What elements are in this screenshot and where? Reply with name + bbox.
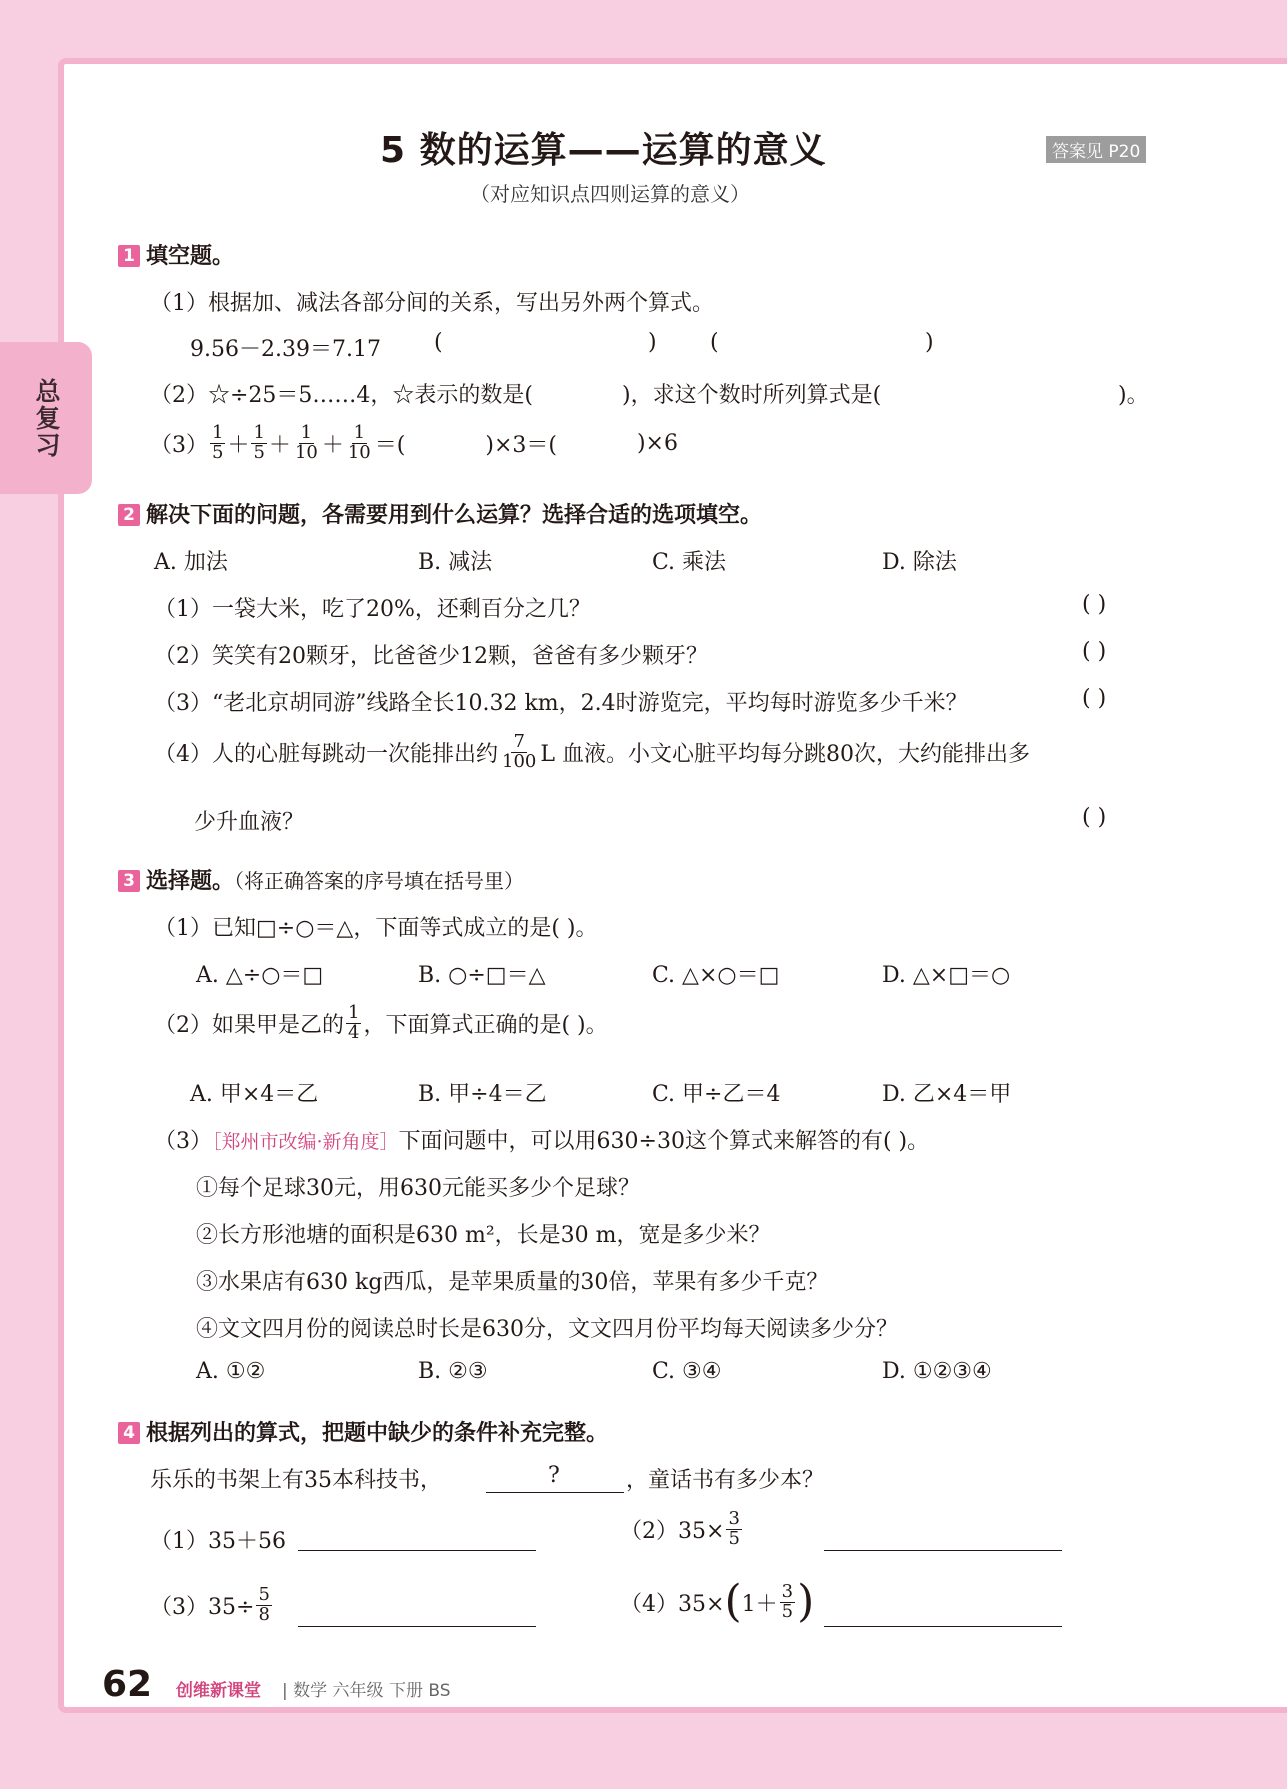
section-3-title: 选择题。	[146, 869, 235, 894]
s2-q4-part1: （4）人的心脏每跳动一次能排出约	[154, 741, 498, 767]
s4-expression-2	[620, 1510, 744, 1549]
s2-option-c: C. 乘法	[652, 550, 727, 575]
s2-q4-answer-paren: ( )	[1082, 805, 1107, 830]
s2-q2: （2）笑笑有20颗牙，比爸爸少12颗，爸爸有多少颗牙？	[154, 644, 708, 669]
s3-q3-item-2: ②长方形池塘的面积是630 m²，长是30 m，宽是多少米？	[196, 1223, 771, 1248]
s1-q3-fraction-3	[293, 424, 320, 463]
s3-q2-option-b: B. 甲÷4＝乙	[418, 1082, 547, 1107]
s4-expression-3	[150, 1586, 274, 1625]
s1-q1-blank2-open: (	[710, 330, 719, 355]
s4-answer-line-1	[298, 1550, 536, 1551]
section-4-number: 4	[118, 1422, 140, 1444]
numerator: 7	[513, 731, 525, 752]
s4-expression-4-inner: 1＋	[741, 1591, 778, 1617]
s2-option-a: A. 加法	[154, 550, 228, 575]
s1-q3-times6: )×6	[636, 430, 678, 456]
s4-stem-part2: ，童话书有多少本？	[626, 1468, 825, 1493]
s4-expression-4-left-paren: (	[724, 1576, 742, 1627]
s3-q1-option-c: C. △×○＝□	[652, 963, 780, 988]
s4-expression-4-right-paren: )	[797, 1576, 815, 1627]
s3-q3	[154, 1124, 929, 1155]
numerator: 3	[781, 1580, 794, 1602]
numerator: 1	[253, 422, 265, 443]
s1-q2-part1: （2）☆÷25＝5……4，☆表示的数是(	[150, 383, 534, 408]
denominator: 5	[253, 441, 265, 463]
s1-q1-blank1-open: (	[434, 330, 443, 355]
plus-sign: ＋	[268, 432, 291, 458]
s2-option-b: B. 减法	[418, 550, 493, 575]
s3-q2-fraction	[346, 1004, 361, 1043]
section-1-heading	[118, 239, 234, 270]
s1-q3-fraction-1	[210, 424, 225, 463]
s1-q3-equals: ＝(	[374, 432, 406, 458]
denominator: 5	[212, 441, 224, 463]
s2-q3: （3）“老北京胡同游”线路全长10.32 km，2.4时游览完，平均每时游览多少千米？	[154, 691, 968, 716]
s3-q1-option-d: D. △×□＝○	[882, 963, 1011, 988]
numerator: 1	[353, 422, 366, 443]
s4-stem-blank-line	[486, 1492, 624, 1493]
s1-q3	[150, 424, 678, 463]
denominator: 5	[781, 1600, 794, 1622]
s4-expression-4-fraction	[780, 1580, 795, 1622]
s3-q2-part2: ，下面算式正确的是( )。	[363, 1012, 608, 1038]
s3-q3-item-1: ①每个足球30元，用630元能买多少个足球？	[196, 1176, 640, 1201]
s4-stem-question-mark: ?	[548, 1463, 560, 1488]
s3-q3-prefix: （3）	[154, 1129, 212, 1154]
section-2-title: 解决下面的问题，各需要用到什么运算？选择合适的选项填空。	[146, 503, 763, 528]
s4-answer-line-2	[824, 1550, 1062, 1551]
s3-q2-part1: （2）如果甲是乙的	[154, 1012, 344, 1038]
denominator: 10	[347, 441, 371, 463]
section-3-note: （将正确答案的序号填在括号里）	[234, 869, 525, 893]
s4-expression-2-fraction	[726, 1510, 741, 1549]
s1-q3-fraction-4	[346, 424, 373, 463]
s3-q3-item-3: ③水果店有630 kg西瓜，是苹果质量的30倍，苹果有多少千克？	[196, 1270, 829, 1295]
s1-q3-prefix: （3）	[150, 432, 208, 458]
answer-reference-badge: 答案见 P20	[1046, 136, 1146, 163]
s4-expression-2-text: （2）35×	[620, 1518, 725, 1544]
s3-q2-option-a: A. 甲×4＝乙	[190, 1082, 319, 1107]
s1-q1-equation: 9.56－2.39＝7.17	[190, 337, 381, 362]
s3-q2-option-c: C. 甲÷乙＝4	[652, 1082, 781, 1107]
section-2-number: 2	[118, 504, 140, 526]
s3-q1-option-a: A. △÷○＝□	[196, 963, 324, 988]
numerator: 1	[212, 422, 224, 443]
page-title: 5 数的运算——运算的意义	[380, 130, 827, 171]
footer-brand: 创维新课堂	[176, 1681, 261, 1701]
s1-q1: （1）根据加、减法各部分间的关系，写出另外两个算式。	[150, 291, 714, 316]
s4-expression-3-text: （3）35÷	[150, 1594, 255, 1620]
denominator: 4	[348, 1021, 360, 1043]
s3-q3-option-c: C. ③④	[652, 1359, 722, 1384]
s4-expression-4	[620, 1576, 815, 1627]
section-3-number: 3	[118, 870, 140, 892]
s4-expression-3-fraction	[256, 1586, 271, 1625]
denominator: 5	[728, 1527, 740, 1549]
page-subtitle: （对应知识点四则运算的意义）	[470, 182, 750, 206]
s2-q3-answer-paren: ( )	[1082, 686, 1107, 711]
s2-q1-answer-paren: ( )	[1082, 592, 1107, 617]
s1-q3-times3: )×3＝(	[485, 432, 557, 458]
s1-q2-part2: )，求这个数时所列算式是(	[622, 383, 882, 408]
plus-sign: ＋	[227, 432, 250, 458]
s2-option-d: D. 除法	[882, 550, 957, 575]
s2-q4-part2: L 血液。小文心脏平均每分跳80次，大约能排出多	[540, 741, 1030, 767]
s3-q2	[154, 1004, 608, 1043]
s3-q3-item-4: ④文文四月份的阅读总时长是630分，文文四月份平均每天阅读多少分？	[196, 1317, 898, 1342]
s3-q1: （1）已知□÷○＝△，下面等式成立的是( )。	[154, 916, 598, 941]
page-number: 62	[102, 1664, 153, 1705]
numerator: 5	[258, 1584, 270, 1605]
plus-sign: ＋	[321, 432, 344, 458]
section-1-number: 1	[118, 245, 140, 267]
s1-q1-blank1-close: )	[648, 330, 657, 355]
s4-expression-4-text: （4）35×	[620, 1591, 725, 1617]
s3-q3-option-b: B. ②③	[418, 1359, 488, 1384]
s3-q3-option-d: D. ①②③④	[882, 1359, 992, 1384]
s4-answer-line-4	[824, 1626, 1062, 1627]
s2-q2-answer-paren: ( )	[1082, 639, 1107, 664]
s2-q4-part3: 少升血液？	[194, 810, 305, 835]
section-4-heading	[118, 1416, 608, 1447]
numerator: 3	[728, 1508, 740, 1529]
denominator: 8	[258, 1603, 270, 1625]
section-4-title: 根据列出的算式，把题中缺少的条件补充完整。	[146, 1421, 609, 1446]
s4-expression-1: （1）35＋56	[150, 1529, 286, 1554]
s3-q3-text: 下面问题中，可以用630÷30这个算式来解答的有( )。	[398, 1129, 930, 1154]
s3-q1-option-b: B. ○÷□＝△	[418, 963, 546, 988]
side-tab-label: 总复习	[32, 377, 61, 459]
section-3-heading	[118, 864, 524, 895]
s2-q1: （1）一袋大米，吃了20%，还剩百分之几？	[154, 597, 591, 622]
s2-q4-fraction	[500, 733, 538, 772]
section-1-title: 填空题。	[146, 244, 235, 269]
numerator: 1	[300, 422, 313, 443]
s4-stem-part1: 乐乐的书架上有35本科技书，	[150, 1468, 442, 1493]
section-2-heading	[118, 498, 762, 529]
numerator: 1	[348, 1002, 360, 1023]
s1-q1-blank2-close: )	[925, 330, 934, 355]
s2-q4	[154, 733, 1030, 772]
denominator: 10	[294, 441, 318, 463]
s3-q3-option-a: A. ①②	[196, 1359, 266, 1384]
s3-q3-source-tag: ［郑州市改编·新角度］	[212, 1131, 399, 1153]
s3-q2-option-d: D. 乙×4＝甲	[882, 1082, 1012, 1107]
s4-answer-line-3	[298, 1626, 536, 1627]
footer-book-info: | 数学 六年级 下册 BS	[282, 1681, 451, 1701]
denominator: 100	[502, 750, 537, 772]
side-tab	[0, 342, 92, 494]
s1-q3-fraction-2	[251, 424, 266, 463]
s1-q2-part3: )。	[1118, 383, 1149, 408]
